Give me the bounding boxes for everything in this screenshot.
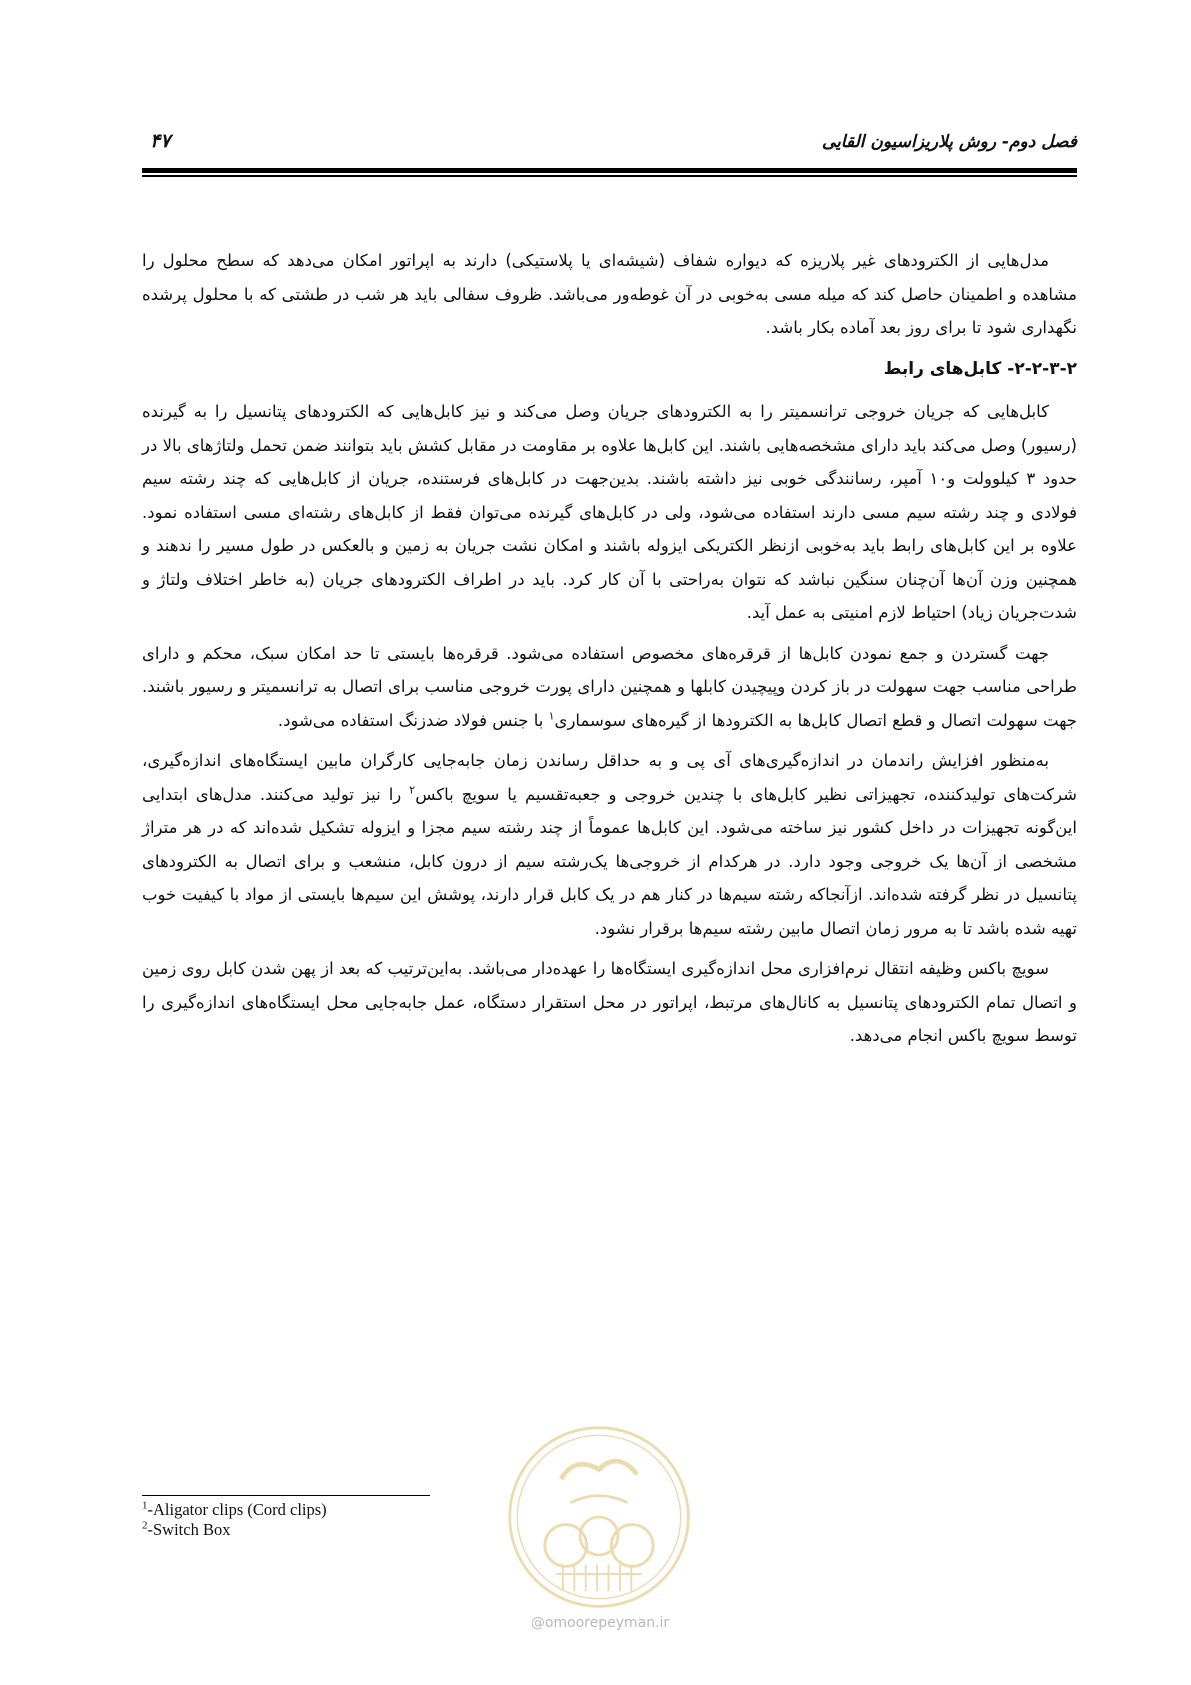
paragraph-5: سویچ باکس وظیفه انتقال نرم‌افزاری محل اندازه‌گیری ایستگاه‌ها را عهده‌دار می‌باشد. به‌این‌ترتیب که بعد از پهن شدن کابل روی زمین و اتصال تمام الکترودهای پتانسیل به کانال‌های مرتبط، اپراتور در محل استقرار دستگاه، عمل جابه‌جایی محل ایستگاه‌های اندازه‌گیری را توسط سویچ باکس انجام می‌دهد.: [142, 959, 1077, 1045]
paragraph-4-text-a: به‌منظور افزایش راندمان در اندازه‌گیری‌های آی پی و به حداقل رساندن زمان جابه‌جایی کارگران مابین ایستگاه‌های اندازه‌گیری، شرکت‌های تولیدکننده، تجهیزاتی نظیر کابل‌های با چندین خروجی و جعبه‌تقسیم یا سویچ باکس: [142, 751, 1077, 804]
paragraph-2: کابل‌هایی که جریان خروجی ترانسمیتر را به الکترودهای جریان وصل می‌کند و نیز کابل‌هایی که الکترودهای پتانسیل را به گیرنده (رسیور) وصل می‌کند باید دارای مشخصه‌هایی باشند. این کابل‌ها علاوه بر مقاومت در مقابل کشش باید بتوانند ضمن تحمل ولتاژهای بالا در حدود ۳ کیلوولت و۱۰ آمپر، رسانندگی خوبی نیز داشته باشند. بدین‌جهت در کابل‌های فرستنده، جریان از کابل‌هایی که چند رشته سیم فولادی و چند رشته سیم مسی دارند استفاده می‌شود، ولی در کابل‌های گیرنده می‌توان فقط از کابل‌های رشته‌ای مسی استفاده نمود. علاوه بر این کابل‌های رابط باید به‌خوبی ازنظر الکتریکی ایزوله باشند و امکان نشت جریان به زمین و بالعکس در طول مسیر را ندهند و همچنین وزن آن‌ها آن‌چنان سنگین نباشد که نتوان به‌راحتی با آن کار کرد. باید در اطراف الکترودهای جریان (به خاطر اختلاف ولتاژ و شدت‌جریان زیاد) احتیاط لازم امنیتی به عمل آید.: [142, 402, 1078, 622]
footnote-1-text: -Aligator clips (Cord clips): [147, 1500, 327, 1519]
watermark-url: @omoorepeyman.ir: [530, 1615, 670, 1631]
page-header: [142, 128, 1077, 162]
paragraph-1: مدل‌هایی از الکترودهای غیر پلاریزه که دیواره شفاف (شیشه‌ای یا پلاستیکی) دارند به اپراتور امکان می‌دهد که سطح محلول را مشاهده و اطمینان حاصل کند که میله مسی به‌خوبی در آن غوطه‌ور می‌باشد. ظروف سفالی باید هر شب در طشتی که با محلول پرشده نگهداری شود تا برای روز بعد آماده بکار باشد.: [142, 251, 1077, 337]
section-heading: ۲-۲-۳-۲- کابل‌های رابط: [883, 358, 1077, 379]
paragraph-4-text-b: را نیز تولید می‌کنند. مدل‌های ابتدایی این‌گونه تجهیزات در داخل کشور نیز ساخته می‌شود. این کابل‌ها عموماً از چند رشته سیم مجزا و ایزوله تشکیل شده‌اند که در هر متراژ مشخصی از آن‌ها یک خروجی وجود دارد. در هرکدام از خروجی‌ها یک‌رشته سیم از درون کابل، منشعب و برای اتصال به الکترودهای پتانسیل در نظر گرفته شده‌اند. ازآنجاکه رشته سیم‌ها در کنار هم در یک کابل قرار دارند، پوشش این سیم‌ها بایستی از مواد با کیفیت خوب تهیه شده باشد تا به مرور زمان اتصال مابین رشته سیم‌ها برقرار نشود.: [142, 784, 1077, 938]
header-rule-thin: [142, 175, 1077, 177]
footnote-1-num: 1: [142, 1499, 148, 1512]
paragraph-3-text-a: جهت گستردن و جمع نمودن کابل‌ها از قرقره‌های مخصوص استفاده می‌شود. قرقره‌ها بایستی تا حد امکان سبک، محکم و دارای طراحی مناسب جهت سهولت در باز کردن وپیچیدن کابلها و همچنین دارای پورت خروجی مناسب برای اتصال به ترانسمیتر و رسیور باشند. جهت سهولت اتصال و قطع اتصال کابل‌ها به الکترودها از گیره‌های سوسماری: [142, 643, 1077, 730]
header-rule-thick: [142, 168, 1077, 173]
footnote-ref-1: ۱: [548, 709, 555, 722]
footnote-2: [142, 1520, 542, 1540]
footnote-rule: [142, 1495, 430, 1496]
footnotes: [142, 1500, 542, 1540]
paragraph-3: [142, 637, 1077, 738]
footnote-1: [142, 1500, 542, 1520]
paragraph-3-text-b: با جنس فولاد ضدزنگ استفاده می‌شود.: [277, 710, 549, 730]
paragraph-4: [142, 744, 1077, 945]
chapter-title: فصل دوم- روش پلاریزاسیون القایی: [821, 132, 1077, 152]
main-text: [142, 244, 1077, 1060]
footnote-2-text: -Switch Box: [147, 1520, 231, 1539]
footnote-2-num: 2: [142, 1519, 148, 1532]
footnote-ref-2: ۲: [409, 783, 416, 796]
page-number: ۴۷: [150, 130, 171, 152]
